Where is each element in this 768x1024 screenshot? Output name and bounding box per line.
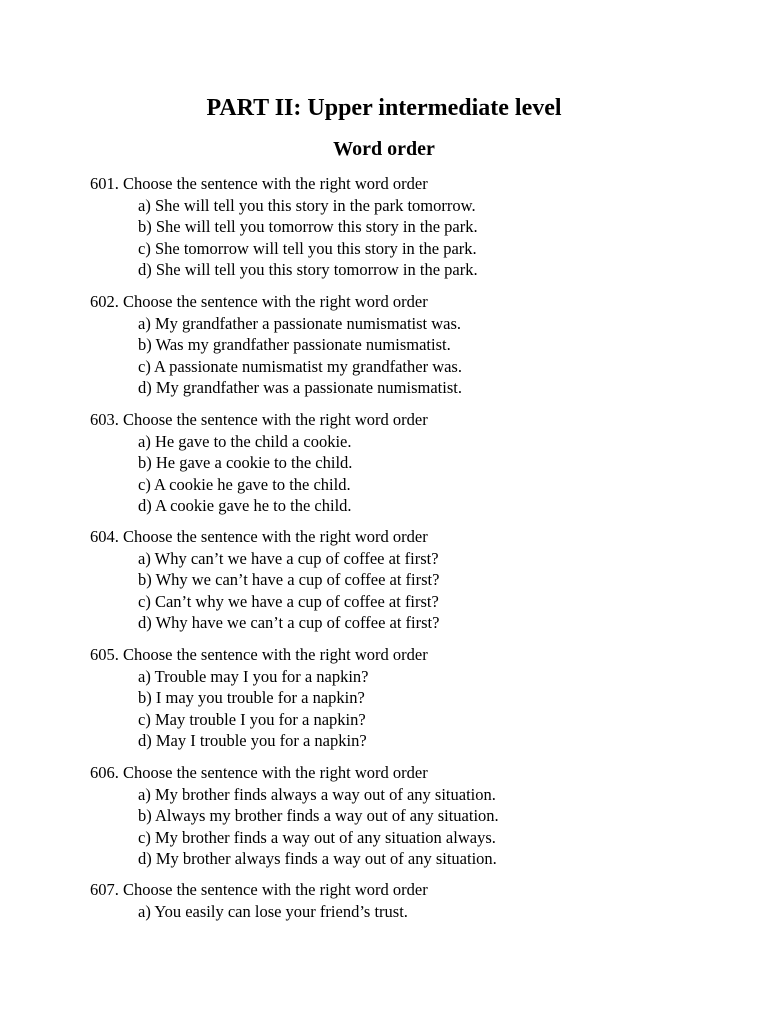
section-subtitle: Word order — [333, 138, 435, 160]
question-601 — [90, 173, 730, 281]
answer-option: d) A cookie gave he to the child. — [138, 496, 352, 515]
answer-option: a) My brother finds always a way out of any situation. — [138, 784, 496, 804]
answer-option: a) My grandfather a passionate numismatist was. — [138, 313, 462, 333]
answer-option: d) Why have we can’t a cup of coffee at first? — [138, 613, 440, 632]
answer-option: b) I may you trouble for a napkin? — [138, 688, 365, 707]
question-text: 602. Choose the sentence with the right word order — [90, 292, 428, 311]
answer-option: a) You easily can lose your friend’s trust. — [138, 901, 408, 921]
answer-option: a) She will tell you this story in the park tomorrow. — [138, 195, 476, 215]
question-text: 604. Choose the sentence with the right word order — [90, 527, 428, 546]
page-title: PART II: Upper intermediate level — [206, 95, 562, 121]
answer-option: a) Trouble may I you for a napkin? — [138, 666, 369, 686]
answer-option: c) May trouble I you for a napkin? — [138, 709, 366, 729]
question-text: 606. Choose the sentence with the right word order — [90, 763, 428, 782]
answer-option: d) My brother always finds a way out of any situation. — [138, 849, 497, 868]
answer-option: b) She will tell you tomorrow this story in the park. — [138, 217, 478, 236]
answer-option: c) My brother finds a way out of any situation always. — [138, 827, 496, 847]
answer-option: a) Why can’t we have a cup of coffee at first? — [138, 548, 439, 568]
answer-option: b) Was my grandfather passionate numismatist. — [138, 335, 451, 354]
answer-option: c) Can’t why we have a cup of coffee at first? — [138, 591, 439, 611]
question-text: 607. Choose the sentence with the right word order — [90, 880, 428, 899]
question-603 — [90, 409, 730, 517]
answer-option: b) Why we can’t have a cup of coffee at first? — [138, 570, 440, 589]
question-604 — [90, 526, 730, 634]
answer-option: b) He gave a cookie to the child. — [138, 453, 353, 472]
answer-option: d) May I trouble you for a napkin? — [138, 731, 367, 750]
answer-option: d) She will tell you this story tomorrow in the park. — [138, 260, 478, 279]
answer-option: c) She tomorrow will tell you this story in the park. — [138, 238, 477, 258]
question-607 — [90, 879, 730, 922]
question-602 — [90, 291, 730, 399]
answer-option: c) A cookie he gave to the child. — [138, 474, 351, 494]
question-605 — [90, 644, 730, 752]
answer-option: d) My grandfather was a passionate numismatist. — [138, 378, 462, 397]
question-text: 603. Choose the sentence with the right word order — [90, 410, 428, 429]
question-text: 605. Choose the sentence with the right word order — [90, 645, 428, 664]
answer-option: c) A passionate numismatist my grandfather was. — [138, 356, 462, 376]
answer-option: b) Always my brother finds a way out of any situation. — [138, 806, 499, 825]
answer-option: a) He gave to the child a cookie. — [138, 431, 352, 451]
question-606 — [90, 762, 730, 870]
question-text: 601. Choose the sentence with the right word order — [90, 174, 428, 193]
